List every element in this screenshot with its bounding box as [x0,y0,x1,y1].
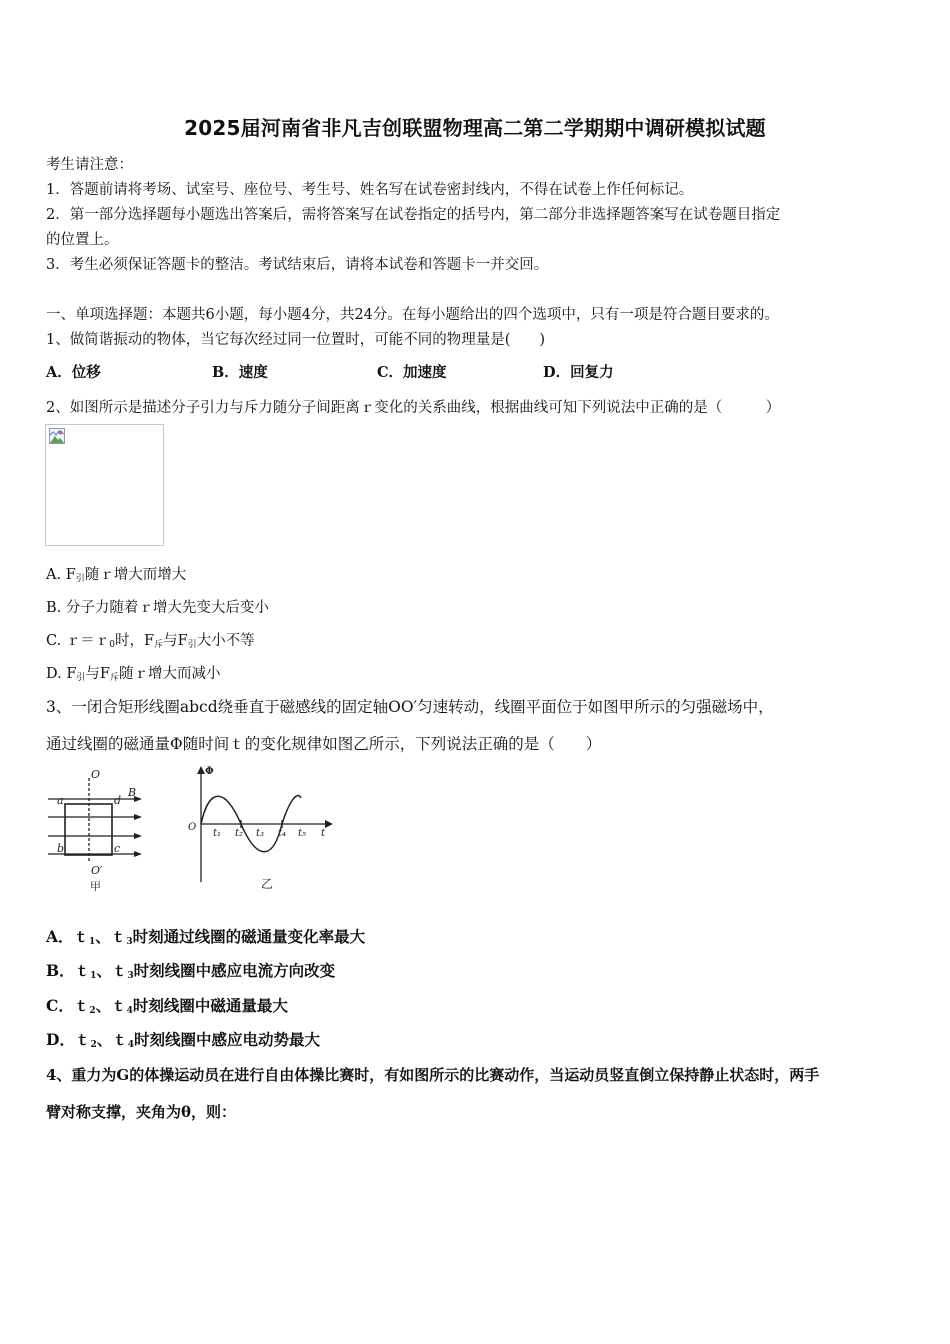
q1-options [46,361,614,382]
page-title: 2025届河南省非凡吉创联盟物理高二第二学期期中调研模拟试题 [184,116,766,140]
fig-yi-label-t4: t₄ [278,828,287,839]
fig-jia-label-a: a [57,794,64,807]
fig-yi-label-t2: t₂ [235,828,244,839]
fig-jia-label-c: c [114,842,121,855]
notice-item-2-cont: 的位置上。 [46,232,119,248]
fig-yi-label-phi: Φ [205,766,214,777]
fig-yi-label-t5: t₅ [298,828,307,839]
fig-yi-caption: 乙 [261,877,274,891]
q1-option-d: D．回复力 [543,364,614,381]
fig-jia-label-b: b [57,842,65,855]
section-heading: 一、单项选择题：本题共6小题，每小题4分，共24分。在每小题给出的四个选项中，只有一项是符合题目要求的。 [46,307,779,323]
fig-yi-label-t1: t₁ [213,828,222,839]
broken-image-icon [49,428,65,444]
q4-stem-1: 4、重力为G的体操运动员在进行自由体操比赛时，有如图所示的比赛动作，当运动员竖直倒立保持静止状态时，两手 [46,1066,820,1084]
fig-jia-label-b-field: B [128,786,137,799]
q3-stem-1: 3、一闭合矩形线圈abcd绕垂直于磁感线的固定轴OO′匀速转动，线圈平面位于如图甲所示的匀强磁场中， [46,698,774,716]
notice-item-2: 2．第一部分选择题每小题选出答案后，需将答案写在试卷指定的括号内，第二部分非选择题答案写在试卷题目指定 [46,207,781,223]
notice-item-1: 1．答题前请将考场、试室号、座位号、考生号、姓名写在试卷密封线内，不得在试卷上作任何标记。 [46,182,694,198]
q2-stem: 2、如图所示是描述分子引力与斥力随分子间距离ｒ变化的关系曲线，根据曲线可知下列说法中正确的是（ ） [46,400,781,416]
q3-option-c: C．ｔ$_2$、ｔ$_4$时刻线圈中磁通量最大 [46,996,288,1016]
fig-jia-caption: 甲 [90,880,101,893]
fig-jia-label-d: d [114,794,122,807]
fig-jia-label-o-prime: O′ [91,864,103,877]
q1-stem: 1、做简谐振动的物体，当它每次经过同一位置时，可能不同的物理量是( ) [46,332,546,348]
q2-image-placeholder [45,424,164,546]
q2-option-a: A. $F_引$随ｒ增大而增大 [46,567,187,584]
q2-option-d: D. $F_引$与$F_斥$随ｒ增大而减小 [46,666,221,683]
q3-option-b: B．ｔ$_1$、ｔ$_3$时刻线圈中感应电流方向改变 [46,961,336,981]
q1-option-c: C．加速度 [377,364,447,381]
q2-option-b: B. 分子力随着ｒ增大先变大后变小 [46,600,269,616]
fig-yi-label-t3: t₃ [256,828,265,839]
q4-stem-2: 臂对称支撑，夹角为θ，则： [46,1103,237,1121]
q3-option-a: A．ｔ$_1$、ｔ$_3$时刻通过线圈的磁通量变化率最大 [46,927,366,947]
q1-option-b: B．速度 [212,364,268,381]
q3-figure-yi [185,762,335,896]
fig-yi-label-o: O [188,822,197,833]
q1-option-a: A．位移 [46,364,101,381]
q3-figure-jia [44,766,154,896]
notice-heading: 考生请注意： [46,157,133,173]
q2-option-c: C. ｒ＝ｒ$_0$时，$F_斥$与$F_引$大小不等 [46,633,255,650]
q3-stem-2: 通过线圈的磁通量Φ随时间ｔ的变化规律如图乙所示，下列说法正确的是（ ） [46,735,602,753]
fig-jia-label-o: O [91,768,101,781]
q3-option-d: D．ｔ$_2$、ｔ$_4$时刻线圈中感应电动势最大 [46,1030,321,1050]
notice-item-3: 3．考生必须保证答题卡的整洁。考试结束后，请将本试卷和答题卡一并交回。 [46,257,549,273]
fig-yi-label-t: t [321,828,326,839]
